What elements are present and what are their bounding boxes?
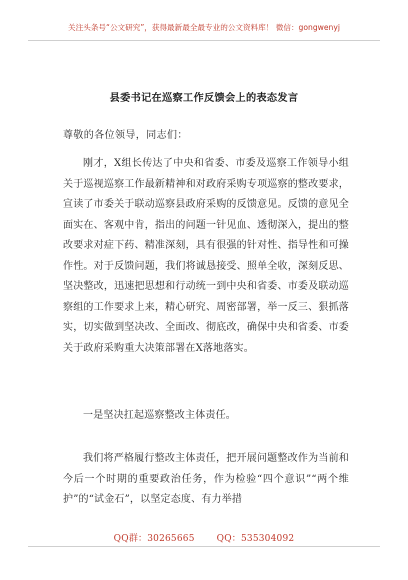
salutation: 尊敬的各位领导，同志们： [63, 130, 188, 141]
header-divider [28, 40, 380, 41]
document-title: 县委书记在巡察工作反馈会上的表态发言 [109, 92, 299, 104]
footer-contact [0, 531, 408, 544]
header-promo-note: 关注头条号“公文研究”，获得最新最全最专业的公文资料库！ 微信：gongwenyj [68, 23, 340, 32]
footer-qq-number: QQ：535304092 [216, 534, 295, 544]
footer-divider [28, 546, 380, 547]
footer-qq-group: QQ群：30265665 [113, 534, 195, 544]
body-paragraph-2: 我们将严格履行整改主体责任，把开展问题整改作为当前和今后一个时期的重要政治任务，作为检验“四个意识”“两个维护”的“试金石”，以坚定态度、有力举措 [63, 453, 349, 505]
section-heading-1: 一是坚决扛起巡察整改主体责任。 [83, 410, 236, 421]
body-paragraph-1: 刚才，X组长传达了中央和省委、市委及巡察工作领导小组关于巡视巡察工作最新精神和对政府采购专项巡察的整改要求，宣读了市委关于联动巡察县政府采购的反馈意见。反馈的意见全面实在、客观中肯，指出的问题一针见血、透彻深入，提出的整改要求对症下药、精准深刻，具有很强的针对性、指导性和可操作性。对于反馈问题，我们将诚恳接受、照单全收，深刻反思、坚决整改，迅速把思想和行动统一到中央和省委、市委及联动巡察组的工作要求上来，精心研究、周密部署，举一反三、狠抓落实，切实做到坚决改、全面改、彻底改，确保中央和省委、市委关于政府采购重大决策部署在X落地落实。 [63, 158, 349, 354]
